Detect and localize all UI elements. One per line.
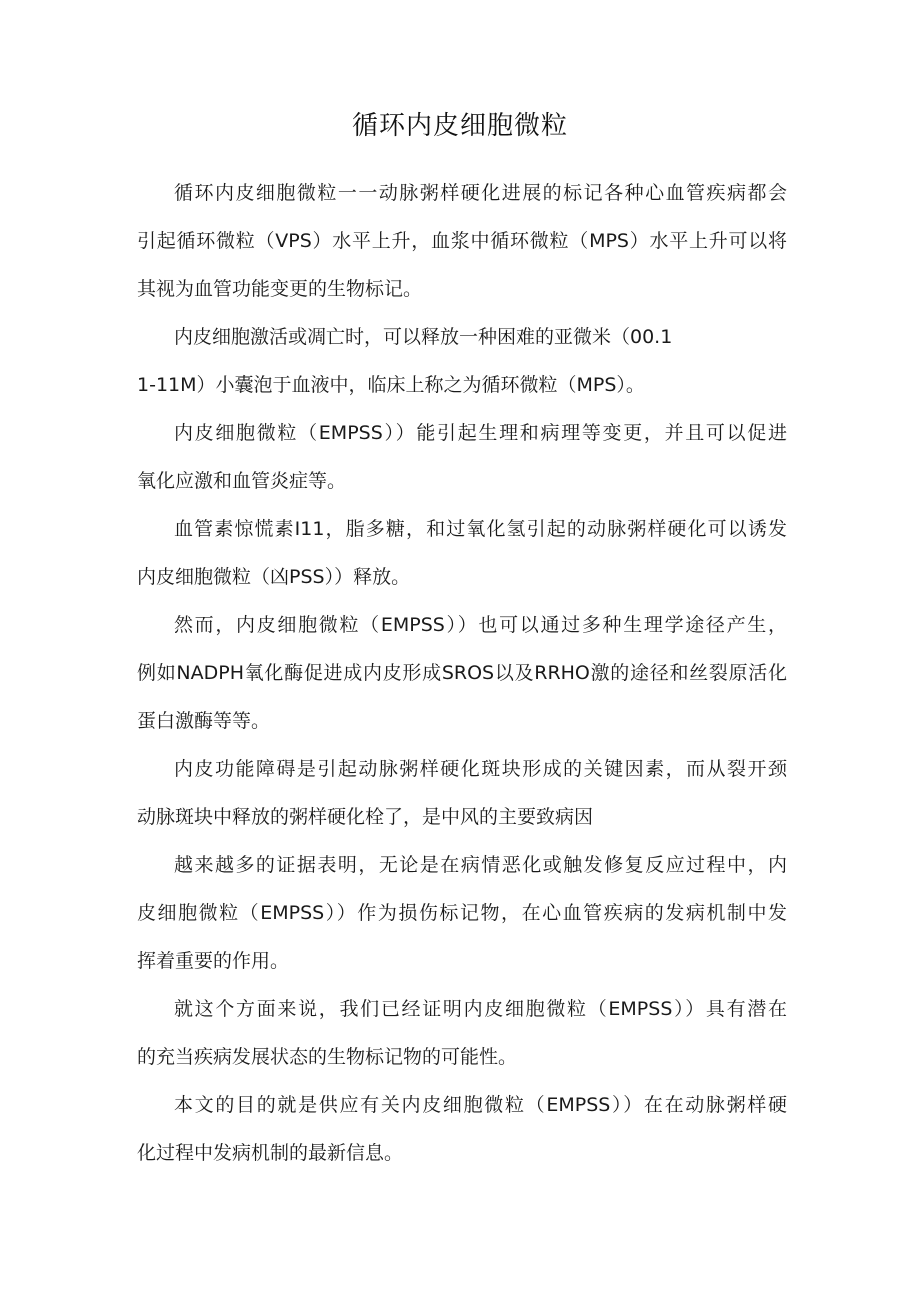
paragraph-9-line-2: 化过程中发病机制的最新信息。 (137, 1142, 404, 1164)
paragraph-3-line-2: 氧化应激和血管炎症等。 (137, 470, 347, 492)
paragraph-7-line-3: 挥着重要的作用。 (137, 950, 290, 972)
paragraph-7-line-1: 越来越多的证据表明，无论是在病情恶化或触发修复反应过程中，内 (174, 854, 787, 876)
paragraph-2-line-2: 1-11M）小囊泡于血液中，临床上称之为循环微粒（MPS）。 (137, 374, 645, 396)
paragraph-9-line-1: 本文的目的就是供应有关内皮细胞微粒（EMPSS））在在动脉粥样硬 (174, 1094, 787, 1116)
paragraph-3-line-1: 内皮细胞微粒（EMPSS））能引起生理和病理等变更，并且可以促进 (174, 422, 787, 444)
paragraph-5-line-1: 然而，内皮细胞微粒（EMPSS））也可以通过多种生理学途径产生， (174, 614, 787, 636)
paragraph-8-line-1: 就这个方面来说，我们已经证明内皮细胞微粒（EMPSS））具有潜在 (174, 998, 787, 1020)
paragraph-2-line-1: 内皮细胞激活或凋亡时，可以释放一种困难的亚微米（00.1 (174, 326, 673, 348)
paragraph-8-line-2: 的充当疾病发展状态的生物标记物的可能性。 (137, 1046, 518, 1068)
document-title: 循环内皮细胞微粒 (351, 111, 568, 141)
paragraph-6-line-2: 动脉斑块中释放的粥样硬化栓了，是中风的主要致病因 (137, 806, 594, 828)
paragraph-5-line-2: 例如NADPH氧化酶促进成内皮形成SROS以及RRHO激的途径和丝裂原活化 (137, 662, 787, 684)
paragraph-5-line-3: 蛋白激酶等等。 (137, 710, 271, 732)
paragraph-7-line-2: 皮细胞微粒（EMPSS））作为损伤标记物，在心血管疾病的发病机制中发 (137, 902, 787, 924)
paragraph-1-line-2: 引起循环微粒（VPS）水平上升，血浆中循环微粒（MPS）水平上升可以将 (137, 230, 787, 252)
paragraph-1-line-1: 循环内皮细胞微粒一一动脉粥样硬化进展的标记各种心血管疾病都会 (174, 182, 787, 204)
paragraph-4-line-2: 内皮细胞微粒（凶PSS））释放。 (137, 566, 411, 588)
paragraph-4-line-1: 血管素惊慌素I11，脂多糖，和过氧化氢引起的动脉粥样硬化可以诱发 (174, 518, 787, 540)
paragraph-6-line-1: 内皮功能障碍是引起动脉粥样硬化斑块形成的关键因素，而从裂开颈 (174, 758, 787, 780)
paragraph-1-line-3: 其视为血管功能变更的生物标记。 (137, 278, 423, 300)
